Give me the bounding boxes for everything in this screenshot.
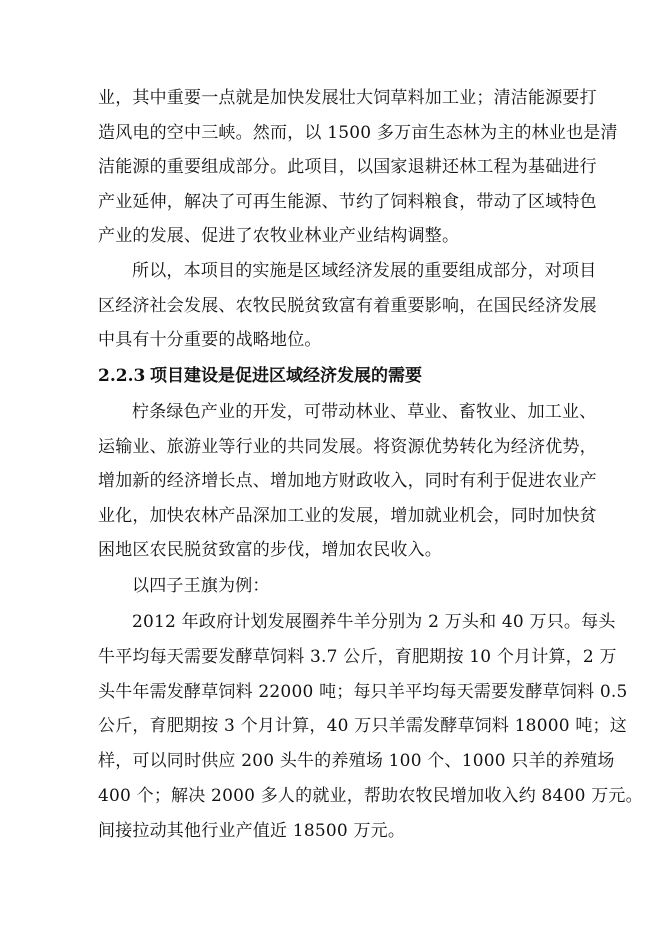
section-heading — [98, 366, 422, 386]
paragraph-3-line-4: 业化，加快农林产品深加工业的发展，增加就业机会，同时加快贫 — [98, 506, 597, 526]
paragraph-5-line-6: 400 个；解决 2000 多人的就业，帮助农牧民增加收入约 8400 万元。 — [98, 786, 643, 806]
paragraph-1-line-5: 产业的发展、促进了农牧业林业产业结构调整。 — [98, 226, 460, 246]
paragraph-3-line-3: 增加新的经济增长点、增加地方财政收入，同时有利于促进农业产 — [98, 471, 597, 491]
paragraph-1-line-1: 业，其中重要一点就是加快发展壮大饲草料加工业；清洁能源要打 — [98, 88, 597, 108]
paragraph-5-line-7: 间接拉动其他行业产值近 18500 万元。 — [98, 821, 406, 841]
paragraph-3-line-2: 运输业、旅游业等行业的共同发展。将资源优势转化为经济优势， — [98, 437, 597, 457]
paragraph-2-line-1: 所以，本项目的实施是区域经济发展的重要组成部分，对项目 — [132, 261, 597, 281]
paragraph-3-line-1: 柠条绿色产业的开发，可带动林业、草业、畜牧业、加工业、 — [132, 402, 597, 422]
paragraph-1-line-3: 洁能源的重要组成部分。此项目，以国家退耕还林工程为基础进行 — [98, 157, 597, 177]
paragraph-4-line-1: 以四子王旗为例： — [132, 576, 270, 596]
paragraph-5-line-2: 牛平均每天需要发酵草饲料 3.7 公斤，育肥期按 10 个月计算，2 万 — [98, 647, 617, 667]
paragraph-5-line-5: 样，可以同时供应 200 头牛的养殖场 100 个、1000 只羊的养殖场 — [98, 751, 615, 771]
paragraph-2-line-2: 区经济社会发展、农牧民脱贫致富有着重要影响，在国民经济发展 — [98, 296, 597, 316]
paragraph-5-line-4: 公斤，育肥期按 3 个月计算，40 万只羊需发酵草饲料 18000 吨；这 — [98, 716, 627, 736]
paragraph-1-line-2: 造风电的空中三峡。然而，以 1500 多万亩生态林为主的林业也是清 — [98, 123, 618, 143]
paragraph-3-line-5: 困地区农民脱贫致富的步伐，增加农民收入。 — [98, 540, 442, 560]
paragraph-1-line-4: 产业延伸，解决了可再生能源、节约了饲料粮食，带动了区域特色 — [98, 192, 597, 212]
section-title: 项目建设是促进区域经济发展的需要 — [150, 366, 422, 386]
section-number: 2.2.3 — [98, 366, 146, 386]
paragraph-2-line-3: 中具有十分重要的战略地位。 — [98, 330, 322, 350]
paragraph-5-line-1: 2012 年政府计划发展圈养牛羊分别为 2 万头和 40 万只。每头 — [132, 612, 616, 632]
paragraph-5-line-3: 头牛年需发酵草饲料 22000 吨；每只羊平均每天需要发酵草饲料 0.5 — [98, 682, 628, 702]
